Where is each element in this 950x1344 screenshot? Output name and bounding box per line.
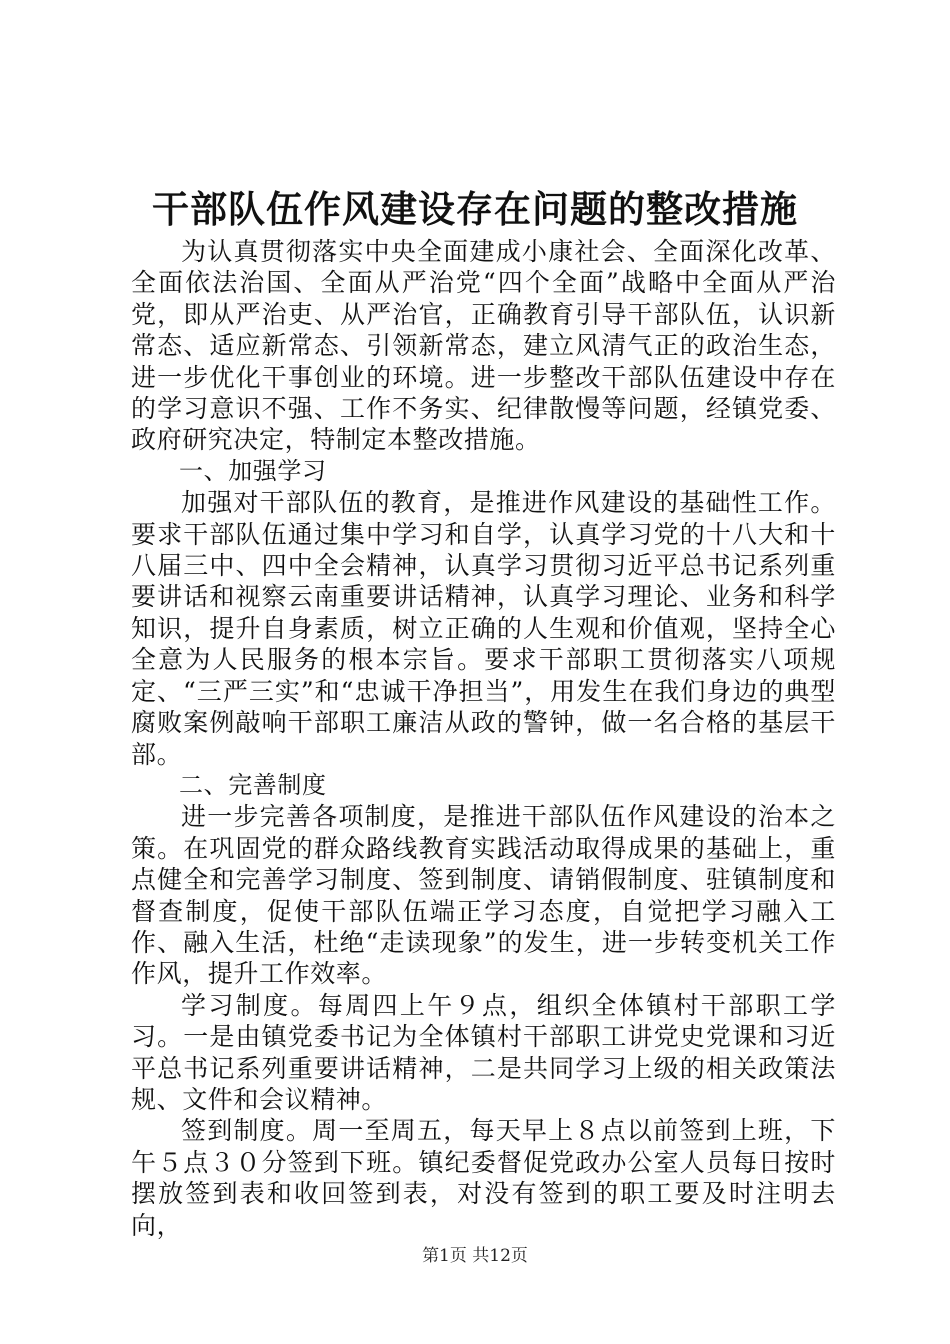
- section-heading-1: 一、加强学习: [179, 456, 327, 485]
- study-system-paragraph: 学习制度。每周四上午９点，组织全体镇村干部职工学习。一是由镇党委书记为全体镇村干部职工讲党史党课和习近平总书记系列重要讲话精神，二是共同学习上级的相关政策法规、文件和会议精神。: [131, 990, 836, 1114]
- page-number: 第1页 共12页: [422, 1246, 528, 1266]
- signin-system-paragraph: 签到制度。周一至周五，每天早上８点以前签到上班，下午５点３０分签到下班。镇纪委督促党政办公室人员每日按时摆放签到表和收回签到表，对没有签到的职工要及时注明去向，: [131, 1116, 836, 1240]
- section-heading-2: 二、完善制度: [179, 770, 327, 799]
- intro-paragraph: 为认真贯彻落实中央全面建成小康社会、全面深化改革、全面依法治国、全面从严治党“四个全面”战略中全面从严治党，即从严治吏、从严治官，正确教育引导干部队伍，认识新常态、适应新常态、引领新常态，建立风清气正的政治生态，进一步优化干事创业的环境。进一步整改干部队伍建设中存在的学习意识不强、工作不务实、纪律散慢等问题，经镇党委、政府研究决定，特制定本整改措施。: [131, 237, 836, 455]
- section-2-paragraph: 进一步完善各项制度，是推进干部队伍作风建设的治本之策。在巩固党的群众路线教育实践活动取得成果的基础上，重点健全和完善学习制度、签到制度、请销假制度、驻镇制度和督查制度，促使干部队伍端正学习态度，自觉把学习融入工作、融入生活，杜绝“走读现象”的发生，进一步转变机关工作作风，提升工作效率。: [131, 802, 836, 989]
- document-title: 干部队伍作风建设存在问题的整改措施: [152, 187, 798, 231]
- page-footer: [0, 1244, 950, 1268]
- document-body: [131, 236, 836, 1241]
- section-1-paragraph: 加强对干部队伍的教育，是推进作风建设的基础性工作。要求干部队伍通过集中学习和自学，认真学习党的十八大和十八届三中、四中全会精神，认真学习贯彻习近平总书记系列重要讲话和视察云南重要讲话精神，认真学习理论、业务和科学知识，提升自身素质，树立正确的人生观和价值观，坚持全心全意为人民服务的根本宗旨。要求干部职工贯彻落实八项规定、“三严三实”和“忠诚干净担当”，用发生在我们身边的典型腐败案例敲响干部职工廉洁从政的警钟，做一名合格的基层干部。: [131, 488, 836, 769]
